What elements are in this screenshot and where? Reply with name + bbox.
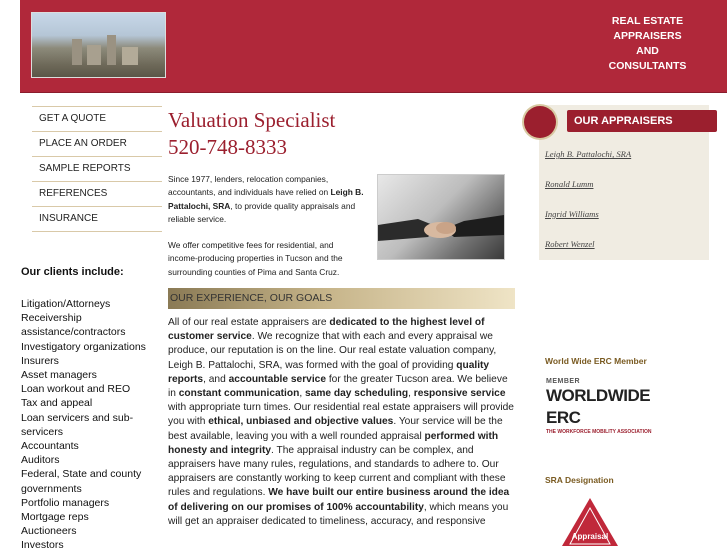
list-item: Litigation/Attorneys <box>21 298 111 310</box>
body-emphasis: same day scheduling <box>305 388 409 400</box>
intro-paragraph: We offer competitive fees for residential, and income-producing properties in Tucson and the surrounding counties of Pima and Santa Cruz. <box>168 240 343 277</box>
nav-sample-reports[interactable]: SAMPLE REPORTS <box>32 156 162 181</box>
list-item: Mortgage reps <box>21 511 89 524</box>
list-item: governments <box>21 482 82 495</box>
body-text-run: . Your service will be the best available, leaving you with a well rounded appraisal <box>168 416 503 442</box>
handshake-photo <box>377 174 505 260</box>
list-item: Investors <box>21 539 64 552</box>
body-emphasis: quality reports <box>168 359 490 385</box>
worldwide-erc-logo[interactable] <box>546 378 676 438</box>
intro-text-run: Since 1977, lenders, relocation companies, accountants, and individuals have relied on <box>168 174 331 198</box>
body-emphasis: ethical, unbiased and objective values <box>208 416 394 428</box>
list-item: Tax and appeal <box>21 397 93 410</box>
list-item: assistance/contractors <box>21 326 126 339</box>
tagline-line: AND <box>636 45 659 57</box>
appraisers-heading: OUR APPRAISERS <box>567 110 717 132</box>
intro-text <box>168 173 364 292</box>
appraiser-link-wenzel[interactable]: Robert Wenzel <box>545 239 595 249</box>
company-tagline <box>600 14 695 74</box>
handshake-icon <box>378 175 504 259</box>
nav-insurance[interactable]: INSURANCE <box>32 206 162 232</box>
intro-text-run: , to provide quality appraisals and reliable service. <box>168 200 356 224</box>
left-sidebar <box>20 92 167 552</box>
section-heading-bar: OUR EXPERIENCE, OUR GOALS <box>168 288 515 309</box>
body-emphasis: performed with honesty and integrity <box>168 430 499 456</box>
body-text-run: with appropriate turn times. Our residential real estate appraisers will provide you with <box>168 402 514 428</box>
right-sidebar <box>522 92 727 545</box>
body-text-run: , which means you will get an appraiser dedicated to timeliness, accuracy, and responsive <box>168 501 509 527</box>
intro-paragraph <box>168 173 364 226</box>
clients-heading: Our clients include: <box>21 266 124 278</box>
site-header <box>20 0 727 93</box>
body-text-run: . We recognize that with each and every appraisal we produce, our reputation is on the line. Our real estate valuation company, Leigh B. Pattalochi, SRA, was formed with the goal of providing <box>168 331 497 371</box>
body-emphasis: dedicated to the highest level of customer service <box>168 317 485 343</box>
body-text-run: , and <box>203 373 229 385</box>
tagline-line: REAL ESTATE <box>611 15 684 27</box>
body-emphasis: responsive service <box>413 388 506 400</box>
page-title <box>168 107 335 161</box>
list-item: Federal, State and county <box>21 468 142 481</box>
circle-emblem-icon <box>524 106 556 138</box>
body-emphasis: constant communication <box>178 388 300 400</box>
body-text-run: for the greater Tucson area. We believe in <box>168 373 508 400</box>
erc-heading: World Wide ERC Member <box>545 356 647 366</box>
list-item: Auctioneers <box>21 525 77 538</box>
appraiser-link-pattalochi[interactable]: Leigh B. Pattalochi, SRA <box>545 149 632 159</box>
body-text-run: . The appraisal industry can be complex, and appraisers have many rules, regulations, and standards to adhere to. Our appraisers are constantly working to keep current and compliant with these rules and regulations. <box>168 444 506 499</box>
erc-tagline: THE WORKFORCE MOBILITY ASSOCIATION <box>546 429 652 435</box>
list-item: Loan servicers and sub- <box>21 411 134 424</box>
body-emphasis: accountable service <box>228 373 327 385</box>
list-item: Portfolio managers <box>21 496 110 509</box>
list-item: Receivership <box>21 312 82 325</box>
sra-logo-text: Appraisal <box>571 532 609 541</box>
list-item: Auditors <box>21 454 60 467</box>
appraiser-name: Leigh B. Pattalochi, SRA <box>168 187 364 211</box>
appraiser-link-lumm[interactable]: Ronald Lumm <box>545 179 594 189</box>
phone-number: 520-748-8333 <box>168 135 287 159</box>
list-item: Investigatory organizations <box>21 340 146 353</box>
nav-place-an-order[interactable]: PLACE AN ORDER <box>32 131 162 156</box>
tagline-line: CONSULTANTS <box>608 60 687 72</box>
body-text-run: , <box>408 388 414 400</box>
body-text-run: , <box>299 388 306 400</box>
clients-list <box>21 297 161 553</box>
list-item: Asset managers <box>21 369 97 382</box>
sra-heading: SRA Designation <box>545 475 614 485</box>
list-item: Accountants <box>21 440 79 453</box>
main-nav <box>32 106 162 232</box>
body-emphasis: We have built our entire business around the idea of delivering on our promises of 100% accountability <box>168 487 510 513</box>
experience-body <box>168 316 518 529</box>
body-text-run: All of our real estate appraisers are <box>168 317 330 328</box>
tucson-skyline-photo <box>31 12 166 78</box>
appraiser-link-williams[interactable]: Ingrid Williams <box>545 209 599 219</box>
erc-member-label: MEMBER <box>546 378 581 385</box>
list-item: Loan workout and REO <box>21 383 131 396</box>
sra-appraisal-logo[interactable] <box>560 496 620 546</box>
list-item: servicers <box>21 425 64 438</box>
tagline-line: APPRAISERS <box>613 30 682 42</box>
nav-get-a-quote[interactable]: GET A QUOTE <box>32 106 162 131</box>
erc-logo-wordmark: WORLDWIDE ERC <box>546 386 651 427</box>
title-text: Valuation Specialist <box>168 108 336 132</box>
appraiser-list <box>545 149 631 269</box>
list-item: Insurers <box>21 354 59 367</box>
nav-references[interactable]: REFERENCES <box>32 181 162 206</box>
